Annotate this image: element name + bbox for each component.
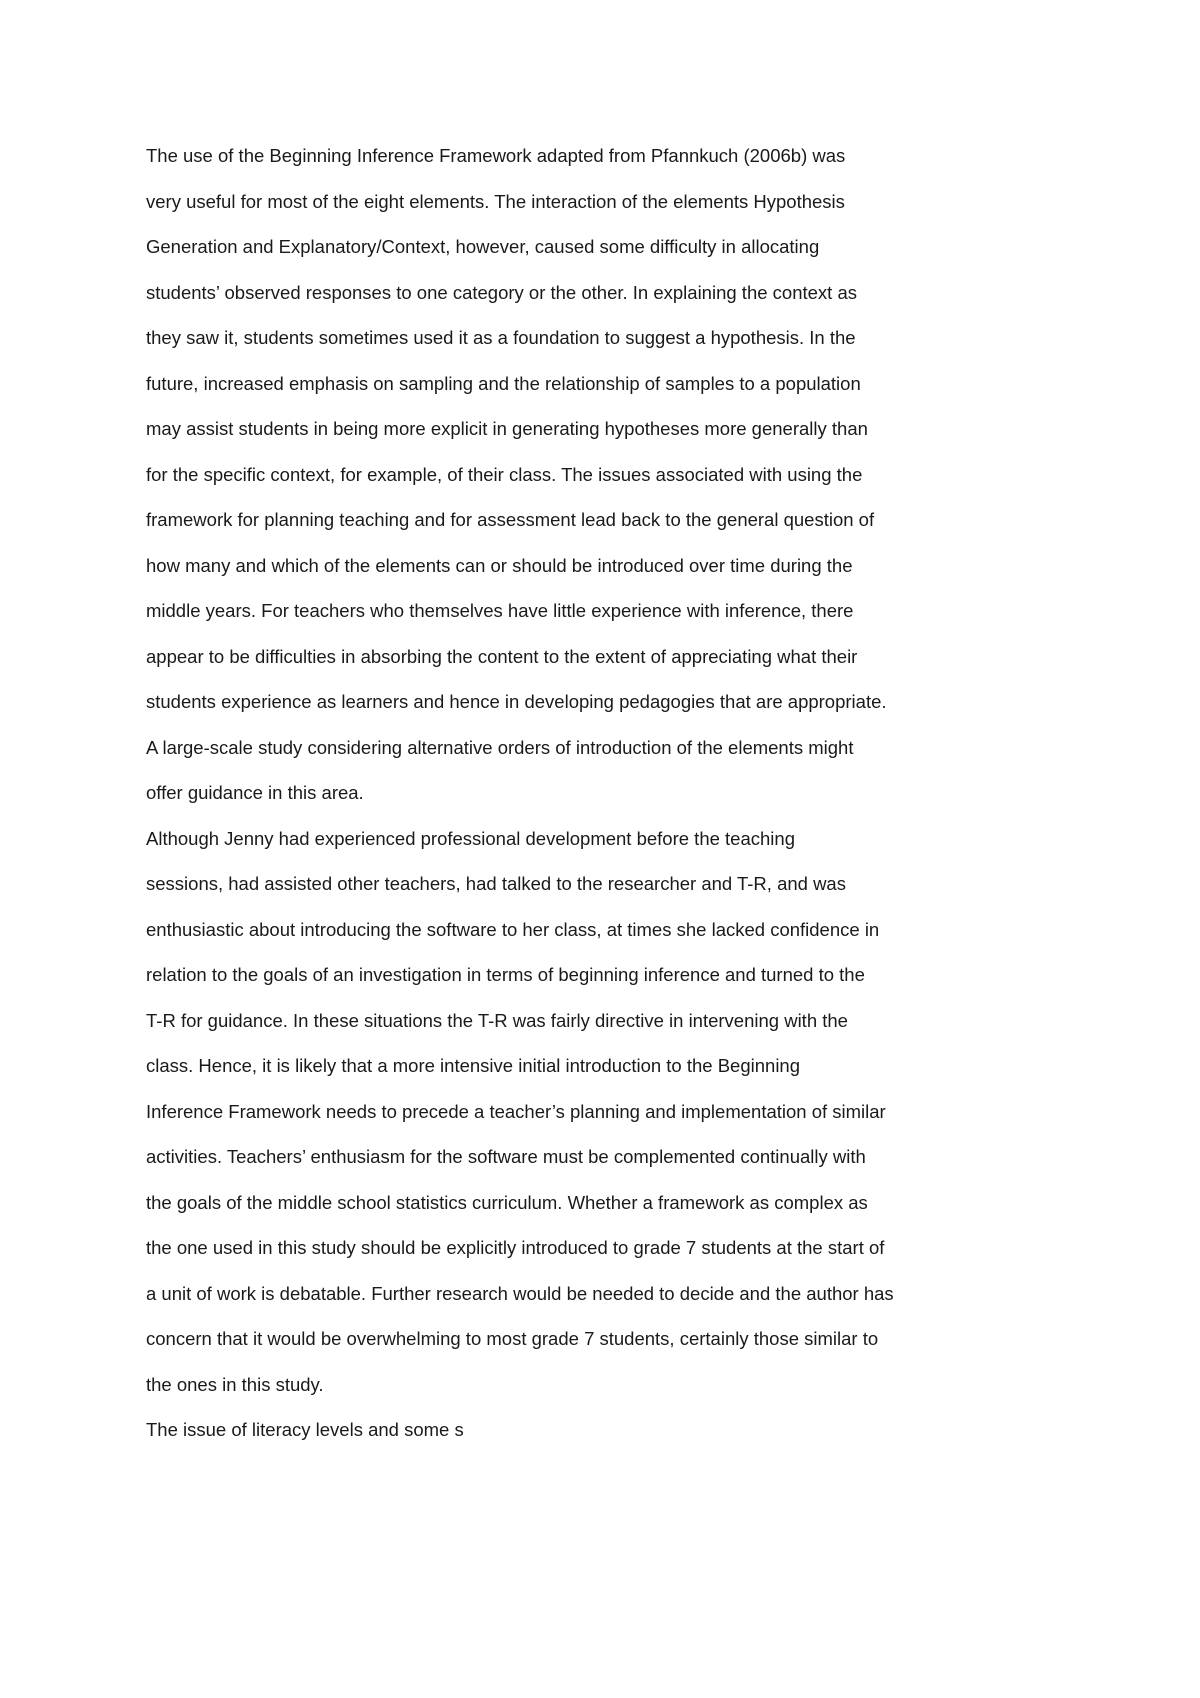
text-line: a unit of work is debatable. Further research would be needed to decide and the author has [146,1282,894,1304]
text-line: the ones in this study. [146,1373,324,1395]
text-line: activities. Teachers’ enthusiasm for the software must be complemented continually with [146,1146,866,1167]
text-line: the one used in this study should be explicitly introduced to grade 7 students at the start of [146,1237,885,1258]
text-line: Inference Framework needs to precede a teacher’s planning and implementation of similar [146,1100,886,1122]
text-line: sessions, had assisted other teachers, had talked to the researcher and T-R, and was [146,873,846,894]
text-line: framework for planning teaching and for assessment lead back to the general question of [146,509,875,530]
text-line: future, increased emphasis on sampling and the relationship of samples to a population [146,372,861,394]
text-line: students’ observed responses to one category or the other. In explaining the context as [146,281,857,303]
text-line: may assist students in being more explicit in generating hypotheses more generally than [146,418,868,439]
text-line: concern that it would be overwhelming to most grade 7 students, certainly those similar to [146,1328,879,1349]
text-line: they saw it, students sometimes used it as a foundation to suggest a hypothesis. In the [146,327,856,348]
text-line: appear to be difficulties in absorbing the content to the extent of appreciating what their [146,645,858,667]
text-line: Generation and Explanatory/Context, however, caused some difficulty in allocating [146,236,820,257]
text-line: very useful for most of the eight elements. The interaction of the elements Hypothesis [146,190,845,212]
text-line: A large-scale study considering alternative orders of introduction of the elements might [146,736,854,758]
text-line: offer guidance in this area. [146,782,364,803]
text-line: how many and which of the elements can or should be introduced over time during the [146,554,853,576]
text-line: enthusiastic about introducing the software to her class, at times she lacked confidence in [146,918,880,940]
text-line: T-R for guidance. In these situations the T-R was fairly directive in intervening with the [146,1009,848,1031]
text-line: class. Hence, it is likely that a more intensive initial introduction to the Beginning [146,1055,801,1076]
text-line: for the specific context, for example, of their class. The issues associated with using the [146,463,863,485]
text-line: relation to the goals of an investigation in terms of beginning inference and turned to the [146,964,865,985]
text-line: students experience as learners and hence in developing pedagogies that are appropriate. [146,691,887,712]
text-line: Although Jenny had experienced professional development before the teaching [146,827,795,849]
text-line: middle years. For teachers who themselves have little experience with inference, there [146,600,854,621]
text-line: The issue of literacy levels and some s [146,1419,464,1440]
text-line: the goals of the middle school statistics curriculum. Whether a framework as complex as [146,1191,868,1213]
body-text [146,144,1006,1464]
text-line: The use of the Beginning Inference Framework adapted from Pfannkuch (2006b) was [146,145,846,166]
